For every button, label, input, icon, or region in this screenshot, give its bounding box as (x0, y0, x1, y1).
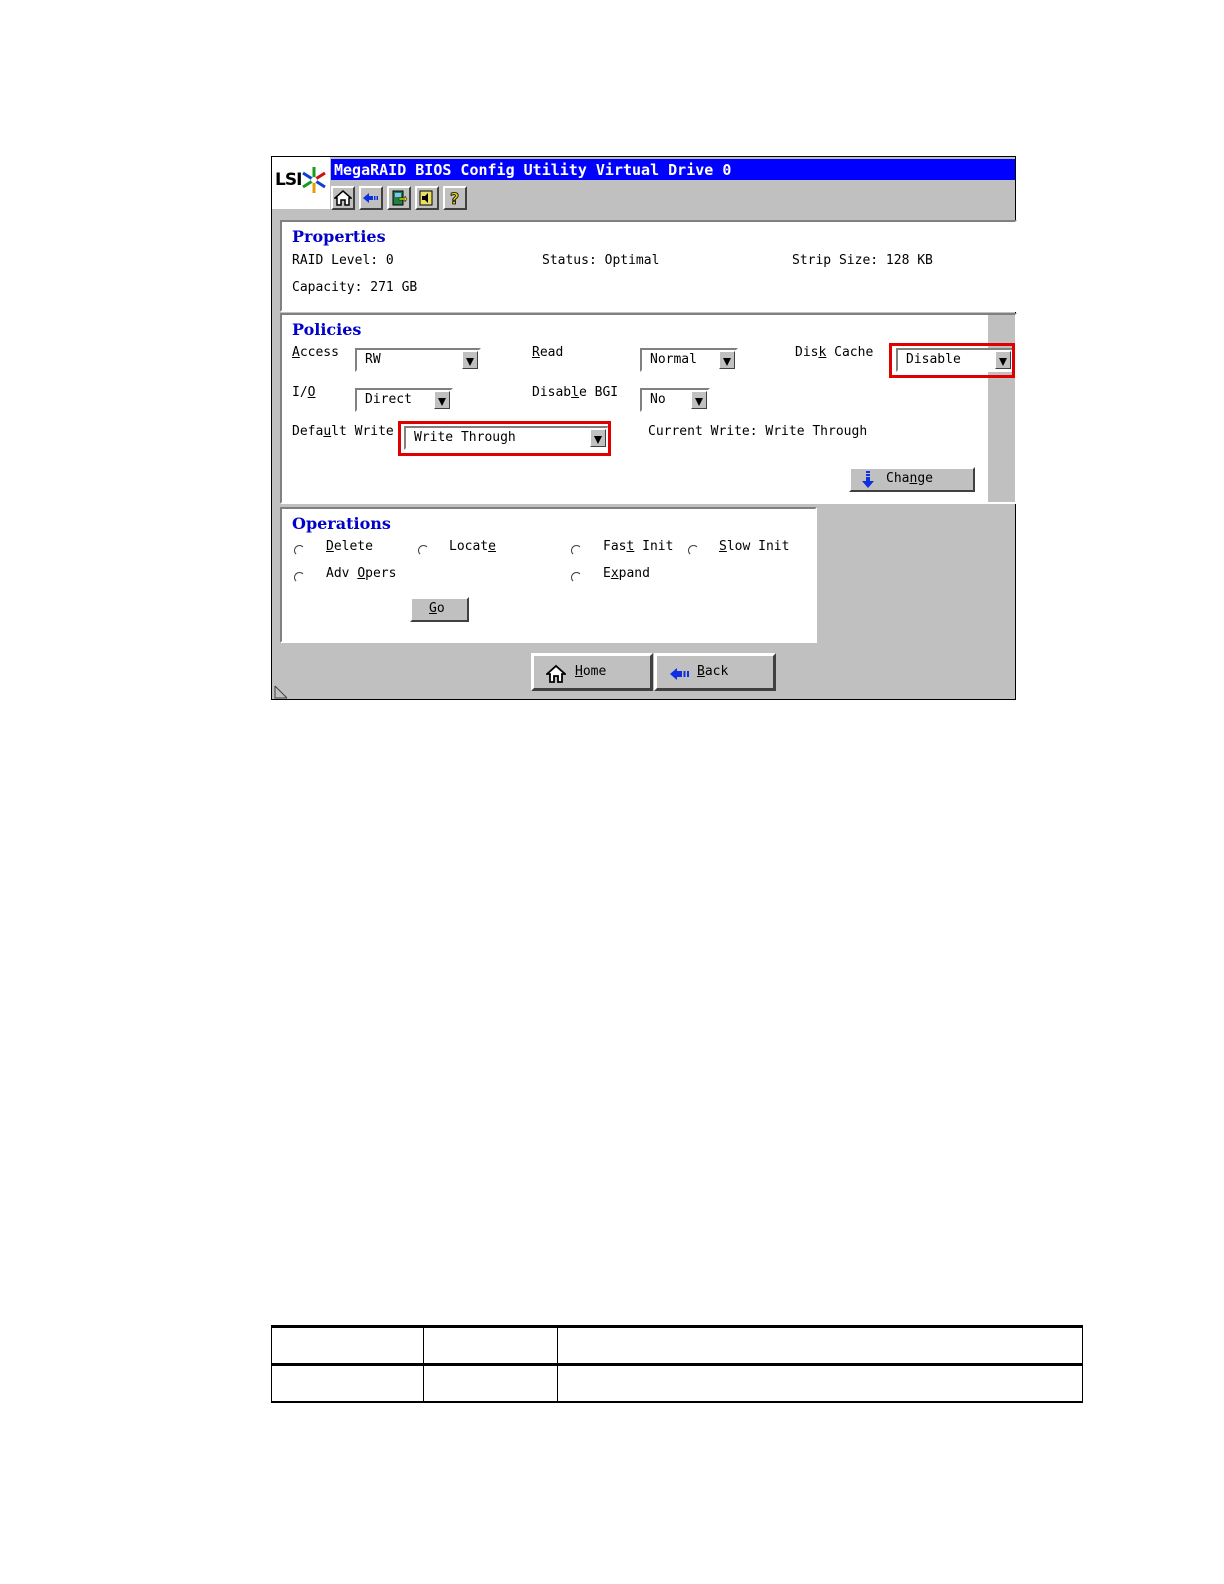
capacity: Capacity: 271 GB (292, 280, 418, 295)
read-label: Read (532, 345, 564, 360)
disk-cache-value: Disable (906, 352, 961, 367)
back-toolbar-button[interactable] (359, 186, 383, 210)
home-toolbar-button[interactable] (331, 186, 355, 210)
title-bar (331, 159, 1015, 180)
slow-init-radio[interactable] (688, 545, 699, 556)
home-label: Home (575, 664, 607, 679)
default-write-highlight (398, 421, 611, 456)
go-label: Go (429, 601, 445, 616)
adv-opers-radio[interactable] (294, 572, 305, 583)
operations-panel (280, 507, 817, 643)
fast-init-radio[interactable] (571, 545, 582, 556)
table-cell (424, 1327, 558, 1365)
adv-opers-label[interactable]: Adv Opers (326, 566, 397, 581)
speaker-icon (418, 189, 436, 207)
table-cell (424, 1365, 558, 1403)
lsi-logo (272, 157, 330, 209)
resize-grip-icon[interactable] (274, 685, 288, 699)
properties-panel (280, 220, 1017, 312)
disable-bgi-value: No (650, 392, 666, 407)
status: Status: Optimal (542, 253, 660, 268)
window-title: MegaRAID BIOS Config Utility Virtual Drive 0 (334, 161, 732, 179)
exit-toolbar-button[interactable] (387, 186, 411, 210)
table-cell (558, 1365, 1083, 1403)
change-button[interactable] (849, 467, 975, 492)
delete-radio[interactable] (294, 545, 305, 556)
disk-cache-label: Disk Cache (795, 345, 874, 360)
back-arrow-icon (362, 189, 380, 207)
policies-title: Policies (292, 320, 362, 339)
table-row (272, 1365, 1083, 1403)
io-select[interactable] (355, 388, 453, 412)
delete-label[interactable]: Delete (326, 539, 373, 554)
chevron-down-icon[interactable] (719, 351, 735, 369)
help-icon (446, 189, 464, 207)
back-label: Back (697, 664, 729, 679)
exit-icon (390, 189, 408, 207)
table-header-row (272, 1327, 1083, 1365)
disable-bgi-select[interactable] (640, 388, 710, 412)
disk-cache-highlight (889, 343, 1015, 378)
go-button[interactable] (410, 597, 469, 622)
access-value: RW (365, 352, 381, 367)
operations-title: Operations (292, 514, 391, 533)
io-label: I/O (292, 385, 316, 400)
home-icon (546, 664, 566, 683)
policies-panel (280, 313, 1017, 504)
read-select[interactable] (640, 348, 738, 372)
speaker-toolbar-button[interactable] (415, 186, 439, 210)
chevron-down-icon[interactable] (691, 391, 707, 409)
table-cell (272, 1327, 424, 1365)
slow-init-label[interactable]: Slow Init (719, 539, 790, 554)
change-label: Change (886, 471, 933, 486)
document-table (271, 1325, 1083, 1403)
properties-title: Properties (292, 227, 386, 246)
locate-label[interactable]: Locate (449, 539, 496, 554)
home-icon (334, 189, 352, 207)
back-arrow-icon (669, 666, 691, 682)
table-cell (558, 1327, 1083, 1365)
lsi-logo-text: LSI (275, 170, 302, 190)
strip-size: Strip Size: 128 KB (792, 253, 933, 268)
home-button[interactable] (531, 653, 653, 691)
read-value: Normal (650, 352, 697, 367)
current-write: Current Write: Write Through (648, 424, 868, 439)
disable-bgi-label: Disable BGI (532, 385, 619, 400)
access-select[interactable] (355, 348, 481, 372)
help-toolbar-button[interactable] (443, 186, 467, 210)
chevron-down-icon[interactable] (434, 391, 450, 409)
fast-init-label[interactable]: Fast Init (603, 539, 674, 554)
default-write-label: Default Write (292, 424, 394, 439)
back-button[interactable] (654, 653, 776, 691)
io-value: Direct (365, 392, 412, 407)
chevron-down-icon[interactable] (462, 351, 478, 369)
table-cell (272, 1365, 424, 1403)
raid-level: RAID Level: 0 (292, 253, 394, 268)
expand-label[interactable]: Expand (603, 566, 650, 581)
expand-radio[interactable] (571, 572, 582, 583)
default-write-value: Write Through (414, 430, 516, 445)
down-arrow-icon (861, 471, 875, 489)
svg-text:?: ? (450, 189, 460, 207)
megaraid-window (271, 156, 1016, 700)
lsi-star-icon (301, 165, 327, 195)
locate-radio[interactable] (418, 545, 429, 556)
access-label: Access (292, 345, 339, 360)
